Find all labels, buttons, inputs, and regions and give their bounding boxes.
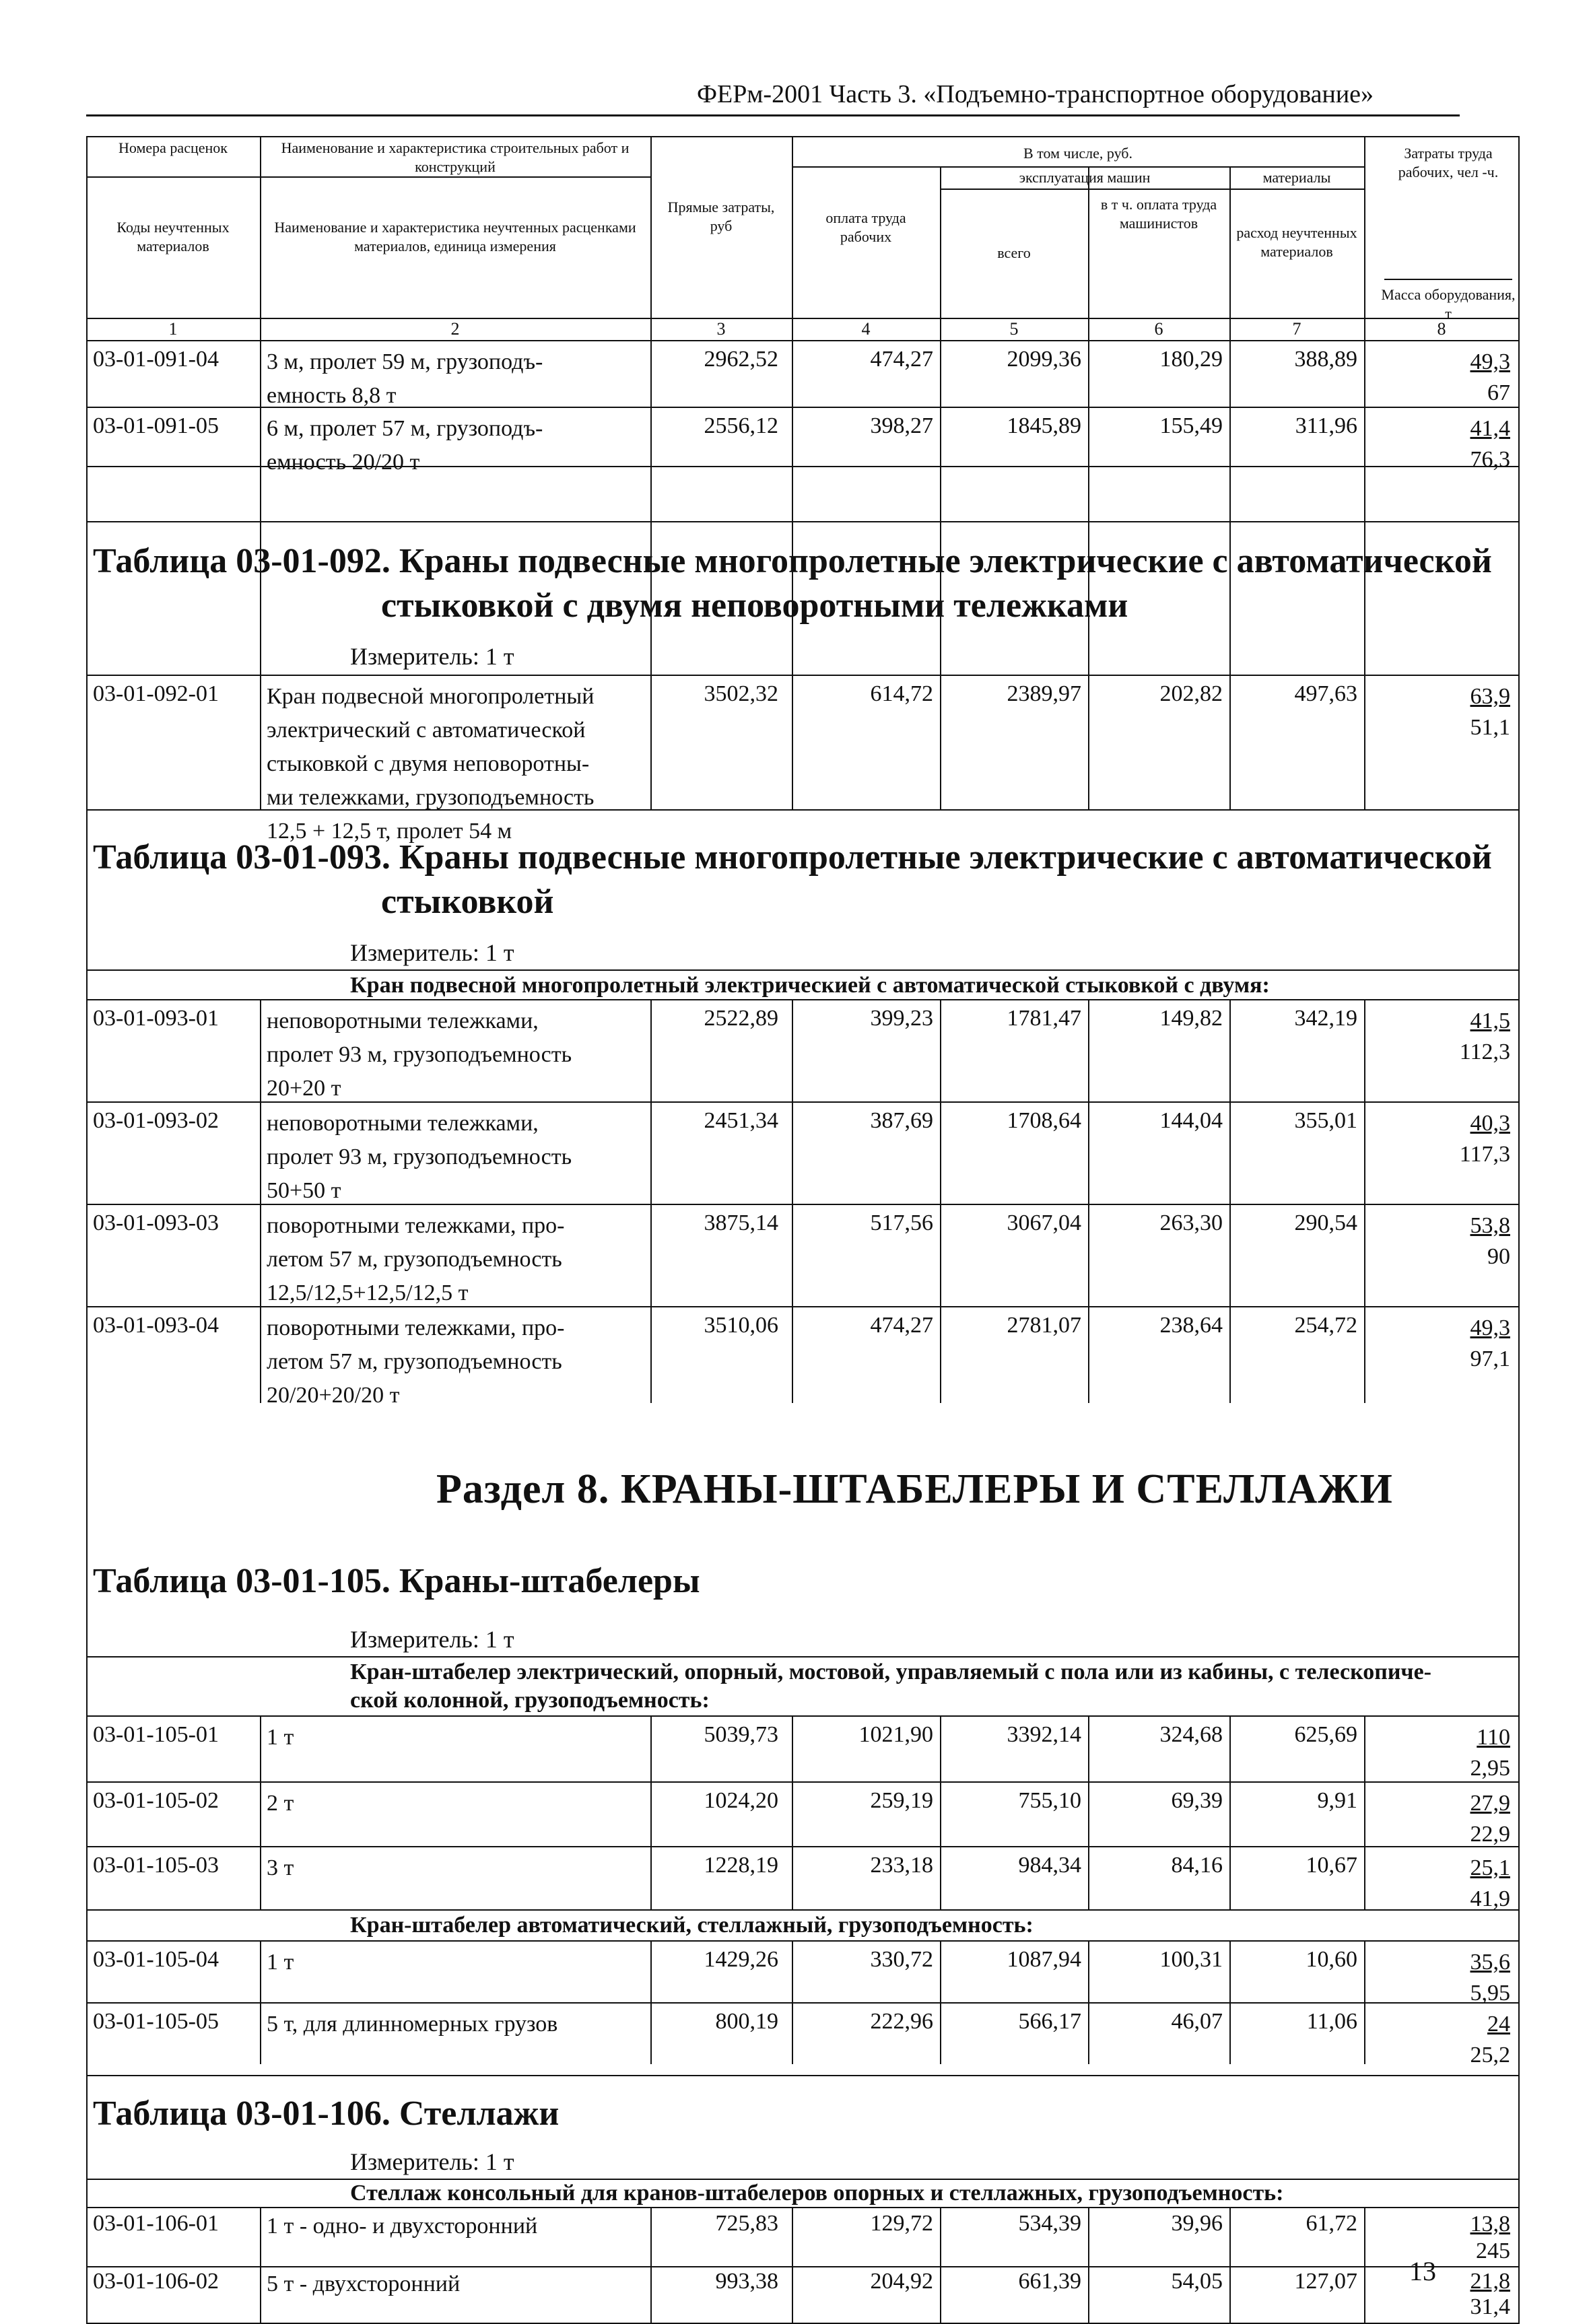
row-materials: 625,69 [1294, 1722, 1357, 1747]
row-labor: 517,56 [870, 1210, 933, 1235]
col-number-2: 2 [450, 319, 460, 339]
row-machinists: 155,49 [1159, 413, 1223, 438]
row-mass: 25,2 [1470, 2043, 1510, 2067]
row-divider [86, 1306, 1520, 1307]
row-labor-mass [1389, 1947, 1510, 2009]
row-materials: 11,06 [1306, 2009, 1357, 2034]
row-materials: 342,19 [1294, 1006, 1357, 1031]
row-machines: 3067,04 [1007, 1210, 1081, 1235]
row-mass: 22,9 [1470, 1822, 1510, 1847]
frame-top-border [86, 136, 1520, 137]
row-machinists: 238,64 [1159, 1313, 1223, 1338]
row-labor: 398,27 [870, 413, 933, 438]
row-divider [86, 999, 1520, 1000]
row-code: 03-01-106-01 [93, 2211, 219, 2236]
col-divider-3 [792, 1715, 793, 1909]
col-divider-4 [940, 999, 941, 1403]
hdr-split-left [86, 176, 650, 178]
row-mass: 117,3 [1459, 1142, 1510, 1167]
row-code: 03-01-105-02 [93, 1788, 219, 1813]
row-direct: 800,19 [715, 2009, 778, 2034]
t105-group1-line1: Кран-штабелер электрический, опорный, мостовой, управляемый с пола или из кабины, с телескопиче- [350, 1660, 1432, 1684]
row-materials: 290,54 [1294, 1210, 1357, 1235]
row-labor-mass [1389, 1788, 1510, 1850]
hdr-col3: Прямые затраты, руб [667, 199, 775, 234]
col-number-1: 1 [168, 319, 178, 339]
col-divider-7 [1364, 999, 1365, 1403]
row-name: поворотными тележками, про- летом 57 м, грузоподъемность 12,5/12,5+12,5/12,5 т [267, 1213, 565, 1305]
row-machines: 2781,07 [1007, 1313, 1081, 1338]
row-divider [86, 1204, 1520, 1205]
row-labor-hours: 13,8 [1470, 2212, 1510, 2236]
row-materials: 388,89 [1294, 347, 1357, 372]
row-name: 1 т [267, 1725, 294, 1750]
row-labor-hours: 27,9 [1470, 1791, 1510, 1816]
row-machinists: 263,30 [1159, 1210, 1223, 1235]
row-code: 03-01-105-03 [93, 1853, 219, 1878]
row-labor: 129,72 [870, 2211, 933, 2236]
col-divider-5 [1088, 1715, 1089, 1909]
row-divider [86, 809, 1520, 811]
row-labor: 259,19 [870, 1788, 933, 1813]
hdr-number-row-bottom [86, 340, 1520, 341]
hdr-incl: В том числе, руб. [1023, 145, 1132, 162]
col-divider-2 [650, 999, 652, 1403]
col-divider-6 [1229, 166, 1231, 809]
col-number-6: 6 [1154, 319, 1163, 339]
t092-title-line1: Таблица 03-01-092. Краны подвесные многопролетные электрические с автоматической [93, 542, 1492, 580]
row-machinists: 46,07 [1171, 2009, 1223, 2034]
row-name: 5 т, для длинномерных грузов [267, 2012, 558, 2037]
row-mass: 245 [1476, 2238, 1510, 2263]
row-machinists: 144,04 [1159, 1108, 1223, 1133]
row-code: 03-01-093-01 [93, 1006, 219, 1031]
frame-right-border [1518, 2075, 1520, 2277]
row-machinists: 202,82 [1159, 681, 1223, 706]
col-divider-3 [792, 999, 793, 1403]
col-divider-1 [260, 2266, 261, 2323]
row-machines: 1087,94 [1007, 1947, 1081, 1972]
row-direct: 5039,73 [704, 1722, 778, 1747]
frame-left-border [86, 2266, 88, 2323]
col-number-3: 3 [716, 319, 726, 339]
row-divider [86, 2075, 1520, 2076]
row-labor-hours: 24 [1487, 2012, 1510, 2037]
row-divider [86, 521, 1520, 522]
hdr-col8-split [1384, 279, 1512, 280]
row-mass: 41,9 [1470, 1886, 1510, 1911]
row-code: 03-01-106-02 [93, 2269, 219, 2294]
row-direct: 3502,32 [704, 681, 778, 706]
row-labor-hours: 49,3 [1470, 349, 1510, 374]
col-divider-3 [792, 2266, 793, 2323]
t106-group-heading: Стеллаж консольный для кранов-штабелеров опорных и стеллажных, грузоподъемность: [350, 2181, 1284, 2206]
row-materials: 311,96 [1295, 413, 1357, 438]
hdr-col1-bottom: Коды неучтенных материалов [116, 219, 230, 254]
row-labor: 614,72 [870, 681, 933, 706]
row-machines: 755,10 [1018, 1788, 1081, 1813]
t093-title-line2: стыковкой [381, 883, 554, 921]
row-labor: 474,27 [870, 347, 933, 372]
row-machines: 2389,97 [1007, 681, 1081, 706]
row-labor-hours: 25,1 [1470, 1855, 1510, 1880]
col-divider-5 [1088, 999, 1089, 1403]
row-materials: 127,07 [1294, 2269, 1357, 2294]
col-divider-3 [792, 136, 793, 809]
col-divider-1 [260, 136, 261, 809]
row-labor-mass [1389, 347, 1510, 409]
col-divider-5 [1088, 2266, 1089, 2323]
row-divider [86, 1940, 1520, 1942]
col-divider-6 [1229, 2266, 1231, 2323]
t106-title: Таблица 03-01-106. Стеллажи [93, 2094, 560, 2133]
frame-left-border [86, 2075, 88, 2277]
row-code: 03-01-091-05 [93, 413, 219, 438]
row-labor-mass [1389, 1853, 1510, 1915]
row-labor-mass [1389, 681, 1510, 743]
row-labor-hours: 110 [1477, 1725, 1510, 1750]
row-mass: 31,4 [1470, 2294, 1510, 2319]
row-code: 03-01-092-01 [93, 681, 219, 706]
hdr-col1-top: Номера расценок [119, 139, 228, 156]
row-code: 03-01-093-03 [93, 1210, 219, 1235]
row-labor-mass [1389, 1313, 1510, 1375]
row-machinists: 69,39 [1171, 1788, 1223, 1813]
row-name: поворотными тележками, про- летом 57 м, грузоподъемность 20/20+20/20 т [267, 1315, 565, 1408]
row-code: 03-01-091-04 [93, 347, 219, 372]
row-labor-mass [1389, 2269, 1510, 2320]
frame-left-border [86, 1940, 88, 2075]
col-divider-1 [260, 999, 261, 1403]
row-machines: 2099,36 [1007, 347, 1081, 372]
t105-meter: Измеритель: 1 т [350, 1626, 514, 1653]
row-labor: 1021,90 [858, 1722, 933, 1747]
row-materials: 9,91 [1317, 1788, 1357, 1813]
row-labor: 399,23 [870, 1006, 933, 1031]
row-labor-mass [1389, 2009, 1510, 2071]
row-direct: 725,83 [715, 2211, 778, 2236]
part-title: Раздел 8. КРАНЫ-ШТАБЕЛЕРЫ И СТЕЛЛАЖИ [436, 1466, 1393, 1512]
col-divider-2 [650, 2266, 652, 2323]
frame-right-border [1518, 2266, 1520, 2323]
row-code: 03-01-093-02 [93, 1108, 219, 1133]
price-table [86, 136, 1520, 2319]
col-number-7: 7 [1292, 319, 1301, 339]
row-machinists: 39,96 [1171, 2211, 1223, 2236]
col-divider-5 [1088, 166, 1089, 809]
row-machinists: 324,68 [1159, 1722, 1223, 1747]
row-mass: 97,1 [1470, 1346, 1510, 1371]
row-name: 1 т - одно- и двухсторонний [267, 2214, 538, 2238]
row-machinists: 54,05 [1171, 2269, 1223, 2294]
col-divider-2 [650, 136, 652, 809]
row-materials: 10,60 [1306, 1947, 1357, 1972]
row-labor: 330,72 [870, 1947, 933, 1972]
t093-title-line1: Таблица 03-01-093. Краны подвесные многопролетные электрические с автоматической [93, 838, 1492, 877]
row-name: 2 т [267, 1791, 294, 1816]
row-labor-mass [1389, 1108, 1510, 1170]
row-code: 03-01-105-01 [93, 1722, 219, 1747]
hdr-col4: оплата труда рабочих [825, 209, 906, 245]
row-name: 3 м, пролет 59 м, грузоподъ- емность 8,8 т [267, 349, 543, 408]
col-number-8: 8 [1437, 319, 1446, 339]
page-header: ФЕРм-2001 Часть 3. «Подъемно-транспортное оборудование» [697, 80, 1374, 108]
hdr-col7: расход неучтенных материалов [1236, 224, 1357, 260]
row-labor: 222,96 [870, 2009, 933, 2034]
page-number: 13 [1409, 2256, 1436, 2286]
hdr-col8-bottom: Масса оборудования, т [1381, 286, 1516, 322]
row-mass: 51,1 [1470, 715, 1510, 740]
row-machinists: 84,16 [1171, 1853, 1223, 1878]
row-labor: 474,27 [870, 1313, 933, 1338]
col-number-4: 4 [861, 319, 871, 339]
row-direct: 3510,06 [704, 1313, 778, 1338]
row-materials: 10,67 [1306, 1853, 1357, 1878]
row-labor-hours: 41,4 [1470, 416, 1510, 441]
row-machines: 534,39 [1018, 2211, 1081, 2236]
t093-group-heading: Кран подвесной многопролетный электрическией с автоматической стыковкой с двумя: [350, 973, 1270, 998]
row-mass: 67 [1487, 380, 1510, 405]
row-divider [86, 2002, 1520, 2004]
t093-meter: Измеритель: 1 т [350, 939, 514, 966]
row-machines: 1708,64 [1007, 1108, 1081, 1133]
hdr-incl-line [792, 166, 1364, 168]
row-direct: 993,38 [715, 2269, 778, 2294]
col-number-5: 5 [1009, 319, 1019, 339]
row-machines: 3392,14 [1007, 1722, 1081, 1747]
frame-left-border [86, 136, 88, 1957]
row-name: Кран подвесной многопролетный электрический с автоматической стыковкой с двумя неповоротны- ми тележками, грузоподъемность 12,5 + 12,5 т, пролет 54 м [267, 684, 595, 844]
row-labor-hours: 40,3 [1470, 1111, 1510, 1136]
row-direct: 1228,19 [704, 1853, 778, 1878]
frame-right-border [1518, 1940, 1520, 2075]
row-name: 3 т [267, 1855, 294, 1880]
row-machines: 984,34 [1018, 1853, 1081, 1878]
row-mass: 76,3 [1470, 447, 1510, 472]
row-labor: 387,69 [870, 1108, 933, 1133]
row-divider [86, 1781, 1520, 1783]
row-machinists: 149,82 [1159, 1006, 1223, 1031]
row-labor-mass [1389, 413, 1510, 475]
row-labor-mass [1389, 2211, 1510, 2265]
t105-group1-line2: ской колонной, грузоподъемность: [350, 1688, 710, 1713]
header-rule [86, 114, 1460, 116]
hdr-machines: эксплуатация машин [1019, 169, 1151, 186]
row-code: 03-01-105-05 [93, 2009, 219, 2034]
row-machines: 1781,47 [1007, 1006, 1081, 1031]
row-direct: 2556,12 [704, 413, 778, 438]
hdr-machines-line [940, 189, 1364, 190]
row-direct: 2451,34 [704, 1108, 778, 1133]
row-labor-hours: 41,5 [1470, 1009, 1510, 1033]
row-machines: 1845,89 [1007, 413, 1081, 438]
hdr-col2-bottom: Наименование и характеристика неучтенных расценками материалов, единица измерения [274, 219, 636, 254]
row-machines: 566,17 [1018, 2009, 1081, 2034]
col-divider-2 [650, 1715, 652, 1909]
row-labor-mass [1389, 1722, 1510, 1784]
col-divider-6 [1229, 999, 1231, 1403]
hdr-col6: в т ч. оплата труда машинистов [1100, 196, 1217, 232]
row-direct: 3875,14 [704, 1210, 778, 1235]
col-divider-7 [1364, 2266, 1365, 2323]
t105-title: Таблица 03-01-105. Краны-штабелеры [93, 1562, 700, 1600]
row-labor-hours: 35,6 [1470, 1950, 1510, 1975]
row-materials: 61,72 [1306, 2211, 1357, 2236]
row-name: неповоротными тележками, пролет 93 м, грузоподъемность 20+20 т [267, 1009, 572, 1101]
col-divider-4 [940, 1715, 941, 1909]
row-labor: 204,92 [870, 2269, 933, 2294]
hdr-col8-top: Затраты труда рабочих, чел -ч. [1398, 145, 1499, 180]
t106-meter: Измеритель: 1 т [350, 2148, 514, 2175]
row-code: 03-01-093-04 [93, 1313, 219, 1338]
row-divider [86, 1846, 1520, 1847]
col-divider-4 [940, 2266, 941, 2323]
row-name: 1 т [267, 1950, 294, 1975]
t105-group2: Кран-штабелер автоматический, стеллажный, грузоподъемность: [350, 1913, 1034, 1938]
row-direct: 1024,20 [704, 1788, 778, 1813]
row-divider [86, 675, 1520, 676]
row-code: 03-01-105-04 [93, 1947, 219, 1972]
col-divider-7 [1364, 136, 1365, 809]
row-name: неповоротными тележками, пролет 93 м, грузоподъемность 50+50 т [267, 1111, 572, 1203]
hdr-col2-top: Наименование и характеристика строительных работ и конструкций [281, 139, 630, 175]
row-name: 6 м, пролет 57 м, грузоподъ- емность 20/20 т [267, 416, 543, 475]
hdr-col5: всего [997, 244, 1031, 261]
row-divider [86, 1101, 1520, 1103]
row-labor-hours: 49,3 [1470, 1315, 1510, 1340]
row-labor-hours: 21,8 [1470, 2269, 1510, 2294]
row-labor: 233,18 [870, 1853, 933, 1878]
t092-title-line2: стыковкой с двумя неповоротными тележками [381, 586, 1128, 625]
row-labor-mass [1389, 1210, 1510, 1272]
row-machinists: 100,31 [1159, 1947, 1223, 1972]
row-machines: 661,39 [1018, 2269, 1081, 2294]
row-labor-mass [1389, 1006, 1510, 1068]
col-divider-6 [1229, 1715, 1231, 1909]
col-divider-1 [260, 1715, 261, 1909]
row-divider [86, 1715, 1520, 1717]
row-materials: 254,72 [1294, 1313, 1357, 1338]
row-mass: 90 [1487, 1244, 1510, 1269]
row-mass: 2,95 [1470, 1756, 1510, 1781]
row-divider [86, 2207, 1520, 2208]
row-machinists: 180,29 [1159, 347, 1223, 372]
col-divider-7 [1364, 1715, 1365, 1909]
row-labor-hours: 63,9 [1470, 684, 1510, 709]
row-materials: 355,01 [1294, 1108, 1357, 1133]
row-mass: 112,3 [1459, 1039, 1510, 1064]
row-materials: 497,63 [1294, 681, 1357, 706]
col-divider-4 [940, 166, 941, 809]
row-name: 5 т - двухсторонний [267, 2271, 461, 2296]
hdr-materials: материалы [1262, 169, 1331, 186]
row-direct: 2962,52 [704, 347, 778, 372]
t092-meter: Измеритель: 1 т [350, 643, 514, 670]
row-direct: 1429,26 [704, 1947, 778, 1972]
row-direct: 2522,89 [704, 1006, 778, 1031]
row-labor-hours: 53,8 [1470, 1213, 1510, 1238]
row-mass: 5,95 [1470, 1981, 1510, 2006]
